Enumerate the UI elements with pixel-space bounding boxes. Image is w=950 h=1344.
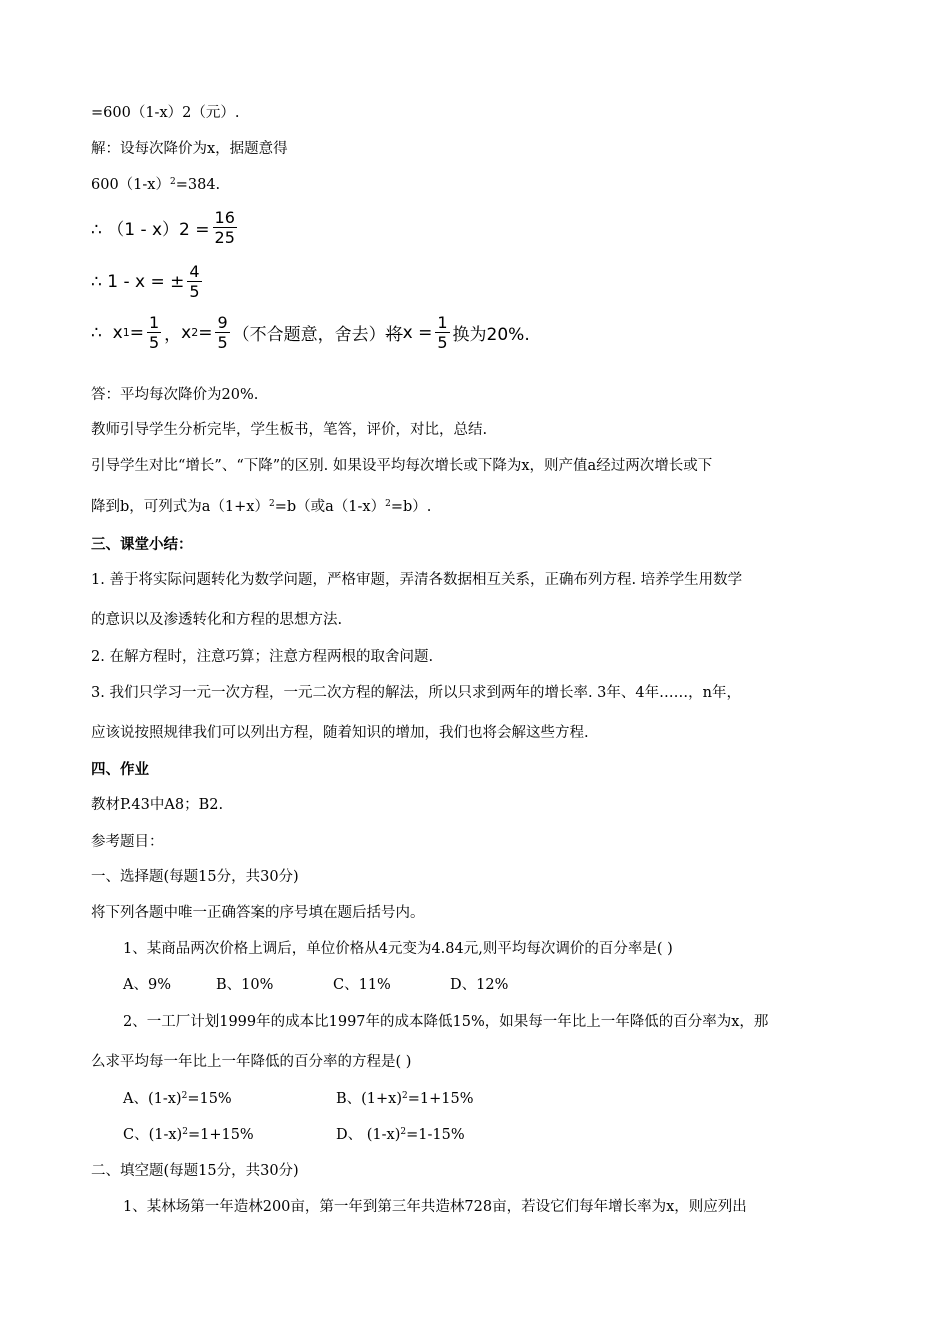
text-segment: =384. [175, 177, 221, 193]
numerator: 1 [437, 313, 448, 332]
text-line: 参考题目： [91, 834, 164, 850]
fraction [435, 313, 449, 352]
struck-text: 将 [385, 325, 403, 345]
option-b [336, 1089, 474, 1109]
math-text: = [198, 322, 213, 343]
math-line-1 [91, 208, 240, 247]
math-line-2 [91, 262, 205, 301]
text-line: 的意识以及渗透转化和方程的思想方法. [91, 612, 343, 628]
text-segment: 降到b，可列式为a（1+x） [91, 499, 269, 515]
text-line: 1. 善于将实际问题转化为数学问题，严格审题，弄清各数据相互关系，正确布列方程. 培养学生用数学 [91, 572, 743, 588]
question-2: 2、一工厂计划1999年的成本比1997年的成本降低15%，如果每一年比上一年降低的百分率为x，那 [123, 1014, 769, 1030]
fraction [147, 313, 161, 352]
option-d: D、12% [450, 977, 509, 993]
denominator: 5 [437, 333, 448, 352]
option-text: D、 (1-x) [336, 1127, 401, 1143]
math-text: ∴ （1 - x）2 = [91, 220, 210, 240]
numerator: 4 [189, 262, 200, 281]
section-heading: 三、课堂小结： [91, 536, 193, 553]
superscript: 2 [400, 1127, 407, 1137]
math-text: ∴ 1 - x = ± [91, 271, 185, 292]
superscript: 2 [182, 1127, 188, 1137]
fraction [187, 262, 201, 301]
section-heading: 四、作业 [91, 761, 149, 778]
question-2-options-row1 [123, 1089, 474, 1109]
question-3: 1、某林场第一年造林200亩，第一年到第三年共造林728亩，若设它们每年增长率为x，则应列出 [123, 1199, 747, 1215]
option-text: B、(1+x) [336, 1091, 403, 1107]
option-text: C、(1-x) [123, 1127, 183, 1143]
option-c [123, 1125, 336, 1145]
denominator: 5 [148, 333, 160, 352]
option-text: =1-15% [406, 1127, 465, 1143]
subscript: 1 [122, 326, 130, 339]
text-line: 教师引导学生分析完毕，学生板书，笔答，评价，对比，总结. [91, 422, 488, 438]
text-line: 二、填空题(每题15分，共30分) [91, 1163, 299, 1179]
text-segment: =b）. [390, 499, 432, 515]
option-c: C、11% [333, 977, 391, 993]
text-line [91, 175, 220, 195]
text-segment: 600（1-x） [91, 177, 170, 193]
superscript: 2 [169, 177, 176, 187]
text-line: =600（1-x）2（元）. [91, 105, 240, 121]
superscript: 2 [385, 499, 391, 509]
text-line: 应该说按照规律我们可以列出方程，随着知识的增加，我们也将会解这些方程. [91, 725, 589, 741]
text-line [91, 497, 431, 517]
math-line-3 [91, 313, 530, 352]
question-2-options-row2 [123, 1125, 465, 1145]
question-1-options [123, 975, 508, 995]
math-text: （不合题意，舍去） [232, 325, 386, 345]
text-line: 将下列各题中唯一正确答案的序号填在题后括号内。 [91, 905, 425, 921]
numerator: 1 [148, 313, 160, 332]
fraction [213, 208, 237, 247]
math-text: = [129, 322, 144, 343]
math-text: 换为20%. [452, 325, 530, 345]
text-line: 答：平均每次降价为20%. [91, 387, 259, 403]
fraction [215, 313, 229, 352]
option-text: =1+15% [187, 1127, 254, 1143]
text-line: 解：设每次降价为x，据题意得 [91, 141, 288, 157]
math-text: x [112, 322, 123, 343]
subscript: 2 [191, 326, 199, 339]
math-text: ∴ [91, 322, 102, 343]
option-d [336, 1125, 465, 1145]
numerator: 16 [214, 208, 235, 227]
option-text: A、(1-x) [123, 1091, 182, 1107]
numerator: 9 [217, 313, 228, 332]
option-a: A、9% [123, 977, 171, 993]
superscript: 2 [402, 1091, 408, 1101]
math-text: x [181, 322, 192, 343]
denominator: 25 [214, 228, 235, 247]
text-line: 引导学生对比“增长”、“下降”的区别. 如果设平均每次增长或下降为x，则产值a经过两次增长或下 [91, 458, 713, 474]
math-text: ， [164, 325, 182, 345]
text-line: 3. 我们只学习一元一次方程，一元二次方程的解法，所以只求到两年的增长率. 3年、4年……，n年， [91, 685, 741, 701]
text-line: 2. 在解方程时，注意巧算；注意方程两根的取舍问题. [91, 649, 434, 665]
denominator: 5 [217, 333, 228, 352]
question-1: 1、某商品两次价格上调后，单位价格从4元变为4.84元,则平均每次调价的百分率是( ) [123, 941, 673, 957]
text-segment: =b（或a（1-x） [274, 499, 386, 515]
option-a [123, 1089, 336, 1109]
option-text: =1+15% [407, 1091, 474, 1107]
superscript: 2 [181, 1091, 188, 1101]
text-line: 教材P.43中A8；B2. [91, 797, 224, 813]
text-line: 么求平均每一年比上一年降低的百分率的方程是( ) [91, 1054, 412, 1070]
denominator: 5 [189, 282, 200, 301]
option-text: =15% [187, 1091, 232, 1107]
text-line: 一、选择题(每题15分，共30分) [91, 869, 299, 885]
math-text: x = [402, 322, 433, 343]
option-b: B、10% [216, 977, 274, 993]
superscript: 2 [268, 499, 275, 509]
